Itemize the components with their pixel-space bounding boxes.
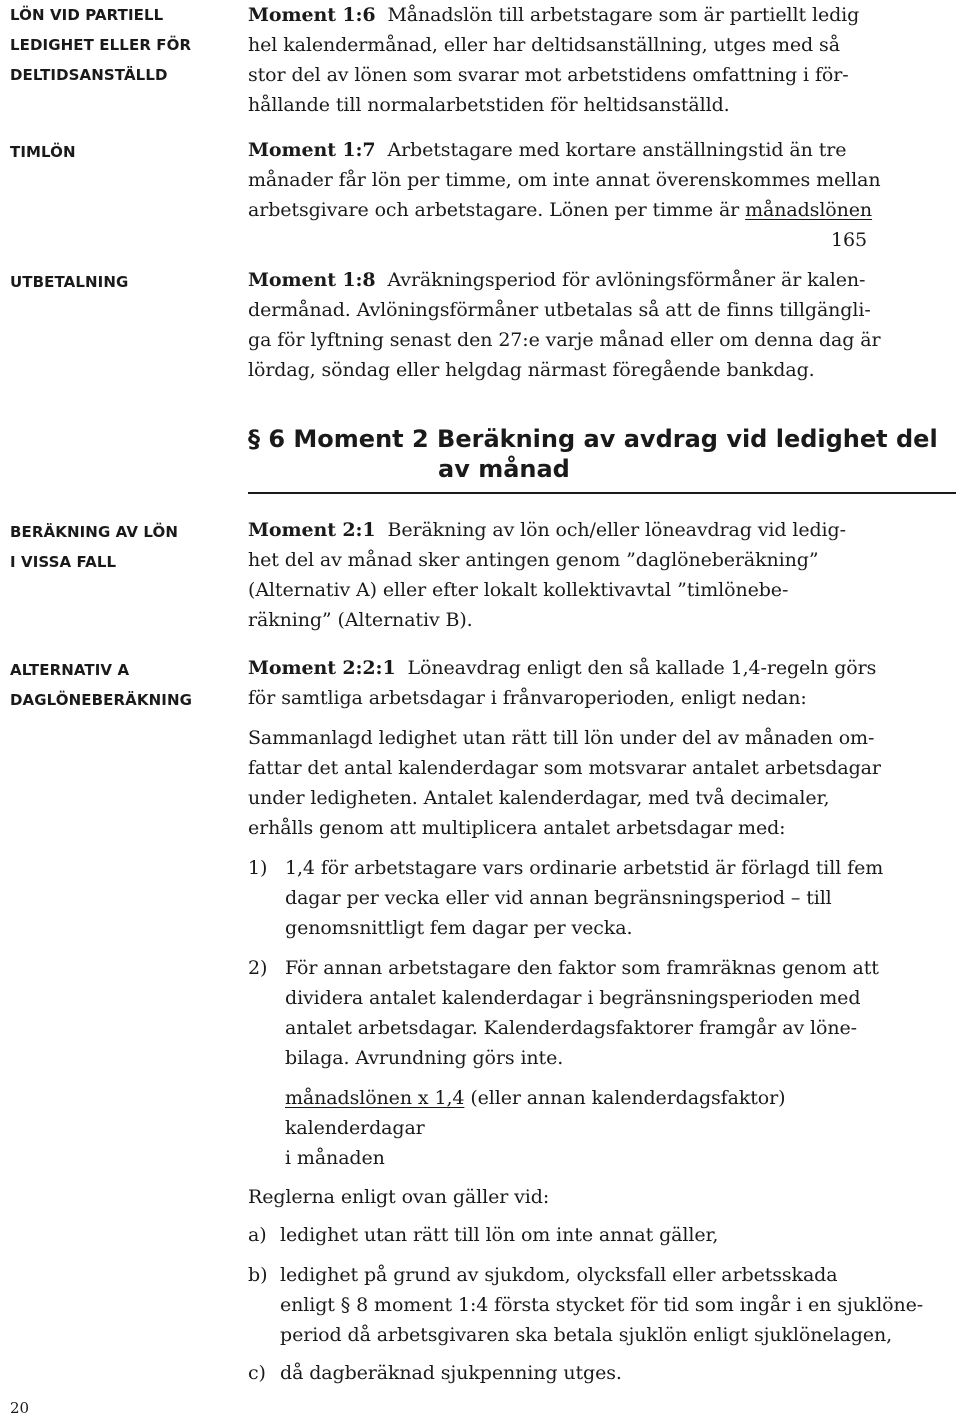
text-line: lördag, söndag eller helgdag närmast föregående bankdag. xyxy=(248,359,815,381)
sidebar-heading-line: LEDIGHET ELLER FÖR xyxy=(10,36,192,54)
text-line: Reglerna enligt ovan gäller vid: xyxy=(248,1186,550,1208)
text-line: ledighet utan rätt till lön om inte annat gäller, xyxy=(280,1224,719,1246)
sidebar-heading-alternativ-a xyxy=(10,655,235,715)
sidebar-heading-line: LÖN VID PARTIELL xyxy=(10,6,164,24)
sidebar-heading-partiell xyxy=(10,0,235,90)
numbered-item-1 xyxy=(248,853,960,943)
moment-1-7 xyxy=(248,135,960,255)
text-line: genomsnittligt fem dagar per vecka. xyxy=(285,917,633,939)
moment-2-2-1 xyxy=(248,653,960,713)
text-line: ga för lyftning senast den 27:e varje månad eller om denna dag är xyxy=(248,329,881,351)
moment-1-8 xyxy=(248,265,960,385)
text-line: stor del av lönen som svarar mot arbetstidens omfattning i för- xyxy=(248,64,849,86)
text-line: 1,4 för arbetstagare vars ordinarie arbetstid är förlagd till fem xyxy=(285,857,884,879)
text-line: räkning” (Alternativ B). xyxy=(248,609,473,631)
text-line: Avräkningsperiod för avlöningsförmåner är kalen- xyxy=(387,269,866,291)
list-marker: 1) xyxy=(248,857,268,879)
fraction-numerator: månadslönen xyxy=(745,199,873,221)
sidebar-heading-berakning xyxy=(10,517,235,577)
formula-numerator: månadslönen x 1,4 xyxy=(285,1087,465,1109)
text-line: Beräkning av lön och/eller löneavdrag vid ledig- xyxy=(387,519,846,541)
section-divider xyxy=(248,492,956,494)
text-line: månader får lön per timme, om inte annat överenskommes mellan xyxy=(248,169,881,191)
rules-intro xyxy=(248,1182,960,1212)
text-line: dividera antalet kalenderdagar i begränsningsperioden med xyxy=(285,987,861,1009)
page-number: 20 xyxy=(10,1399,30,1417)
sidebar-heading-line: DAGLÖNEBERÄKNING xyxy=(10,691,193,709)
formula xyxy=(285,1083,955,1173)
text-line: (Alternativ A) eller efter lokalt kollektivavtal ”timlönebe- xyxy=(248,579,789,601)
moment-label: Moment 2:1 xyxy=(248,519,376,541)
list-marker: c) xyxy=(248,1362,266,1384)
moment-1-6 xyxy=(248,0,960,120)
text-line: het del av månad sker antingen genom ”daglöneberäkning” xyxy=(248,549,819,571)
sidebar-heading-timlon xyxy=(10,137,235,167)
text-line: Arbetstagare med kortare anställningstid än tre xyxy=(387,139,847,161)
sidebar-heading-line: DELTIDSANSTÄLLD xyxy=(10,66,168,84)
text-line: antalet arbetsdagar. Kalenderdagsfaktorer framgår av löne- xyxy=(285,1017,857,1039)
text-line: bilaga. Avrundning görs inte. xyxy=(285,1047,564,1069)
explanation-paragraph xyxy=(248,723,960,843)
text-line: för samtliga arbetsdagar i frånvaroperioden, enligt nedan: xyxy=(248,687,807,709)
list-marker: b) xyxy=(248,1264,268,1286)
sidebar-heading-line: I VISSA FALL xyxy=(10,553,117,571)
list-marker: 2) xyxy=(248,957,268,979)
text-line: under ledigheten. Antalet kalenderdagar, med två decimaler, xyxy=(248,787,830,809)
moment-label: Moment 1:6 xyxy=(248,4,376,26)
text-line: dermånad. Avlöningsförmåner utbetalas så att de finns tillgängli- xyxy=(248,299,871,321)
text-line: enligt § 8 moment 1:4 första stycket för tid som ingår i en sjuklöne- xyxy=(280,1294,924,1316)
text-line: Månadslön till arbetstagare som är partiellt ledig xyxy=(387,4,860,26)
text-line: hel kalendermånad, eller har deltidsanställning, utges med så xyxy=(248,34,840,56)
list-marker: a) xyxy=(248,1224,267,1246)
moment-2-1 xyxy=(248,515,960,635)
text-line: fattar det antal kalenderdagar som motsvarar antalet arbetsdagar xyxy=(248,757,881,779)
section-heading-line: av månad xyxy=(438,455,570,483)
sidebar-heading-line: ALTERNATIV A xyxy=(10,661,130,679)
text-line: Sammanlagd ledighet utan rätt till lön under del av månaden om- xyxy=(248,727,875,749)
text-line: period då arbetsgivaren ska betala sjuklön enligt sjuklönelagen, xyxy=(280,1324,893,1346)
text-line: Löneavdrag enligt den så kallade 1,4-regeln görs xyxy=(407,657,877,679)
text-line: arbetsgivare och arbetstagare. Lönen per timme är xyxy=(248,199,746,221)
sidebar-heading-line: TIMLÖN xyxy=(10,143,76,161)
text-line: erhålls genom att multiplicera antalet arbetsdagar med: xyxy=(248,817,786,839)
section-heading-line: § 6 Moment 2 Beräkning av avdrag vid ledighet del xyxy=(248,425,938,453)
text-line: ledighet på grund av sjukdom, olycksfall eller arbetsskada xyxy=(280,1264,838,1286)
lettered-item-a xyxy=(248,1220,960,1250)
sidebar-heading-line: UTBETALNING xyxy=(10,273,129,291)
formula-denominator: i månaden xyxy=(285,1147,385,1169)
formula-denominator: kalenderdagar xyxy=(285,1117,425,1139)
text-line: då dagberäknad sjukpenning utges. xyxy=(280,1362,622,1384)
numbered-item-2 xyxy=(248,953,960,1073)
formula-note: (eller annan kalenderdagsfaktor) xyxy=(464,1087,786,1109)
section-heading xyxy=(248,424,956,484)
moment-label: Moment 1:8 xyxy=(248,269,376,291)
text-line: dagar per vecka eller vid annan begränsningsperiod – till xyxy=(285,887,832,909)
text-line: För annan arbetstagare den faktor som framräknas genom att xyxy=(285,957,879,979)
lettered-item-c xyxy=(248,1358,960,1388)
lettered-item-b xyxy=(248,1260,960,1350)
fraction-denominator: 165 xyxy=(831,229,867,251)
moment-label: Moment 2:2:1 xyxy=(248,657,396,679)
sidebar-heading-line: BERÄKNING AV LÖN xyxy=(10,523,179,541)
text-line: hållande till normalarbetstiden för heltidsanställd. xyxy=(248,94,730,116)
moment-label: Moment 1:7 xyxy=(248,139,376,161)
sidebar-heading-utbetalning xyxy=(10,267,235,297)
